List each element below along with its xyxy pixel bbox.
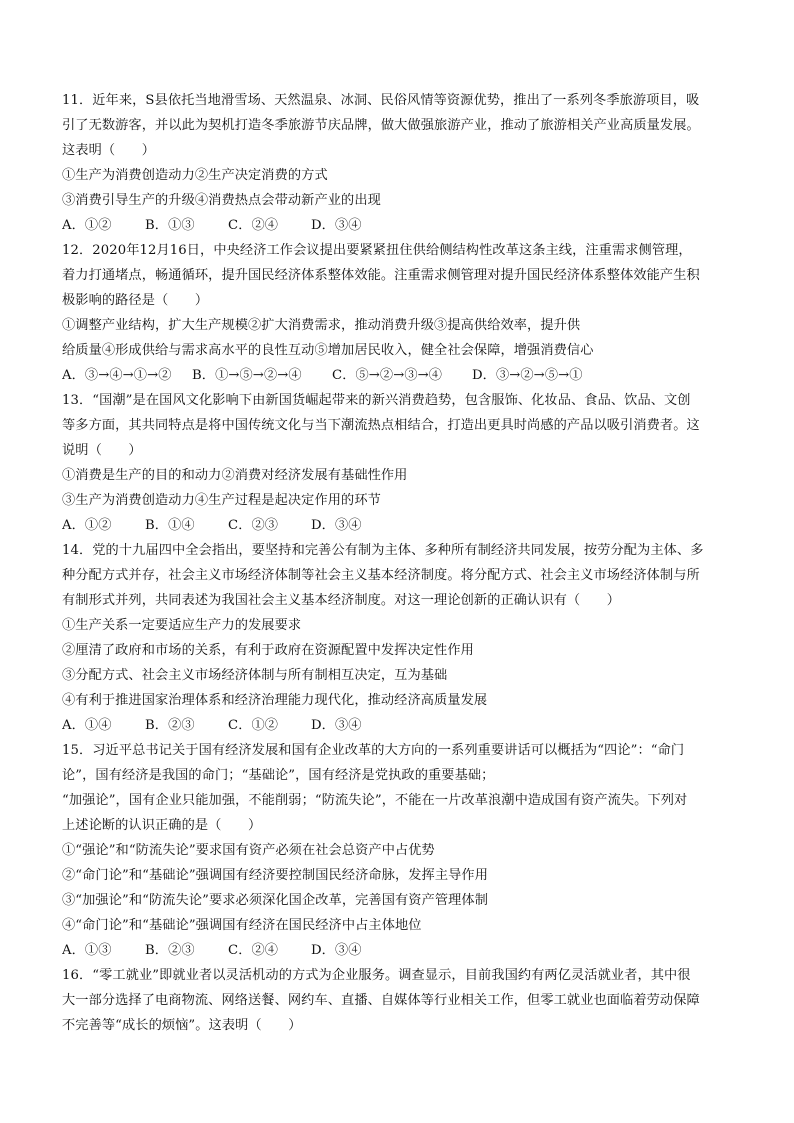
answer-choices: [62, 213, 734, 238]
statement-line: ②“命门论”和“基础论”强调国有经济要控制国民经济命脉，发挥主导作用: [62, 868, 488, 883]
question-16: [62, 963, 734, 1038]
question-stem-line: 极影响的路径是（ ）: [62, 293, 209, 308]
statement-line: ③分配方式、社会主义市场经济体制与所有制相互决定，互为基础: [62, 668, 448, 683]
choice-d: D．③→②→⑤→①: [472, 368, 583, 383]
choice-b: B．②③: [145, 718, 195, 733]
question-stem-line: 论”，国有经济是我国的命门；“基础论”，国有经济是党执政的重要基础；: [62, 768, 495, 783]
question-stem-line: 说明（ ）: [62, 443, 142, 458]
choice-c: C．①②: [228, 718, 279, 733]
choice-c: C．②④: [228, 943, 279, 958]
answer-choices: [62, 938, 734, 963]
statement-line: ①生产为消费创造动力②生产决定消费的方式: [62, 168, 328, 183]
question-stem-line: 16．“零工就业”即就业者以灵活机动的方式为企业服务。调查显示，目前我国约有两亿灵活就业者，其中很: [62, 968, 691, 983]
choice-c: C．⑤→②→③→④: [332, 368, 443, 383]
choice-a: A．①③: [62, 943, 112, 958]
choice-c: C．②④: [228, 218, 279, 233]
question-stem-line: 12．2020年12月16日，中央经济工作会议提出要紧紧扭住供给侧结构性改革这条主线，注重需求侧管理，: [62, 243, 692, 258]
question-stem-line: 着力打通堵点，畅通循环，提升国民经济体系整体效能。注重需求侧管理对提升国民经济体系整体效能产生积: [62, 268, 700, 283]
question-14: [62, 538, 734, 738]
choice-b: B．①③: [145, 218, 195, 233]
question-stem-line: 等多方面，其共同特点是将中国传统文化与当下潮流热点相结合，打造出更具时尚感的产品以吸引消费者。这: [62, 418, 700, 433]
statement-line: ①调整产业结构，扩大生产规模②扩大消费需求，推动消费升级③提高供给效率，提升供: [62, 318, 581, 333]
choice-a: A．③→④→①→②: [62, 368, 172, 383]
choice-a: A．①④: [62, 718, 112, 733]
statement-line: 给质量④形成供给与需求高水平的良性互动⑤增加居民收入，健全社会保障，增强消费信心: [62, 343, 594, 358]
choice-b: B．①④: [145, 518, 195, 533]
question-stem-line: 引了无数游客，并以此为契机打造冬季旅游节庆品牌，做大做强旅游产业，推动了旅游相关产业高质量发展。: [62, 118, 700, 133]
statement-line: ①“强论”和“防流失论”要求国有资产必须在社会总资产中占优势: [62, 843, 435, 858]
choice-b: B．①→⑤→②→④: [192, 368, 302, 383]
statement-line: ②厘清了政府和市场的关系，有利于政府在资源配置中发挥决定性作用: [62, 643, 474, 658]
question-stem-line: 15．习近平总书记关于国有经济发展和国有企业改革的大方向的一系列重要讲话可以概括为“四论”：“命门: [62, 743, 685, 758]
question-stem-line: 不完善等“成长的烦恼”。这表明（ ）: [62, 1018, 302, 1033]
choice-d: D．③④: [311, 943, 362, 958]
question-13: [62, 388, 734, 538]
statement-line: ①生产关系一定要适应生产力的发展要求: [62, 618, 302, 633]
exam-page: [62, 88, 734, 1038]
statement-line: ③消费引导生产的升级④消费热点会带动新产业的出现: [62, 193, 381, 208]
question-stem-line: 种分配方式并存，社会主义市场经济体制等社会主义基本经济制度。将分配方式、社会主义市场经济体制与所: [62, 568, 700, 583]
question-stem-line: 14．党的十九届四中全会指出，要坚持和完善公有制为主体、多种所有制经济共同发展，按劳分配为主体、多: [62, 543, 704, 558]
question-15: [62, 738, 734, 963]
answer-choices: [62, 363, 734, 388]
question-stem-line: 这表明（ ）: [62, 143, 156, 158]
question-stem-line: 有制形式并列，共同表述为我国社会主义基本经济制度。对这一理论创新的正确认识有（ ）: [62, 593, 621, 608]
question-stem-line: “加强论”，国有企业只能加强，不能削弱；“防流失论”，不能在一片改革浪潮中造成国有资产流失。下列对: [62, 793, 688, 808]
choice-b: B．②③: [145, 943, 195, 958]
statement-line: ④有利于推进国家治理体系和经济治理能力现代化，推动经济高质量发展: [62, 693, 488, 708]
question-stem-line: 13．“国潮”是在国风文化影响下由新国货崛起带来的新兴消费趋势，包含服饰、化妆品、食品、饮品、文创: [62, 393, 691, 408]
choice-a: A．①②: [62, 518, 112, 533]
statement-line: ③生产为消费创造动力④生产过程是起决定作用的环节: [62, 493, 381, 508]
answer-choices: [62, 713, 734, 738]
question-stem-line: 11．近年来，S县依托当地滑雪场、天然温泉、冰洞、民俗风情等资源优势，推出了一系列冬季旅游项目，吸: [62, 93, 700, 108]
choice-c: C．②③: [228, 518, 279, 533]
answer-choices: [62, 513, 734, 538]
statement-line: ③“加强论”和“防流失论”要求必须深化国企改革，完善国有资产管理体制: [62, 893, 488, 908]
question-12: [62, 238, 734, 388]
choice-d: D．③④: [311, 218, 362, 233]
statement-line: ④“命门论”和“基础论”强调国有经济在国民经济中占主体地位: [62, 918, 422, 933]
statement-line: ①消费是生产的目的和动力②消费对经济发展有基础性作用: [62, 468, 408, 483]
question-11: [62, 88, 734, 238]
choice-d: D．③④: [311, 718, 362, 733]
question-stem-line: 上述论断的认识正确的是（ ）: [62, 818, 262, 833]
question-stem-line: 大一部分选择了电商物流、网络送餐、网约车、直播、自媒体等行业相关工作，但零工就业也面临着劳动保障: [62, 993, 700, 1008]
choice-d: D．③④: [311, 518, 362, 533]
choice-a: A．①②: [62, 218, 112, 233]
